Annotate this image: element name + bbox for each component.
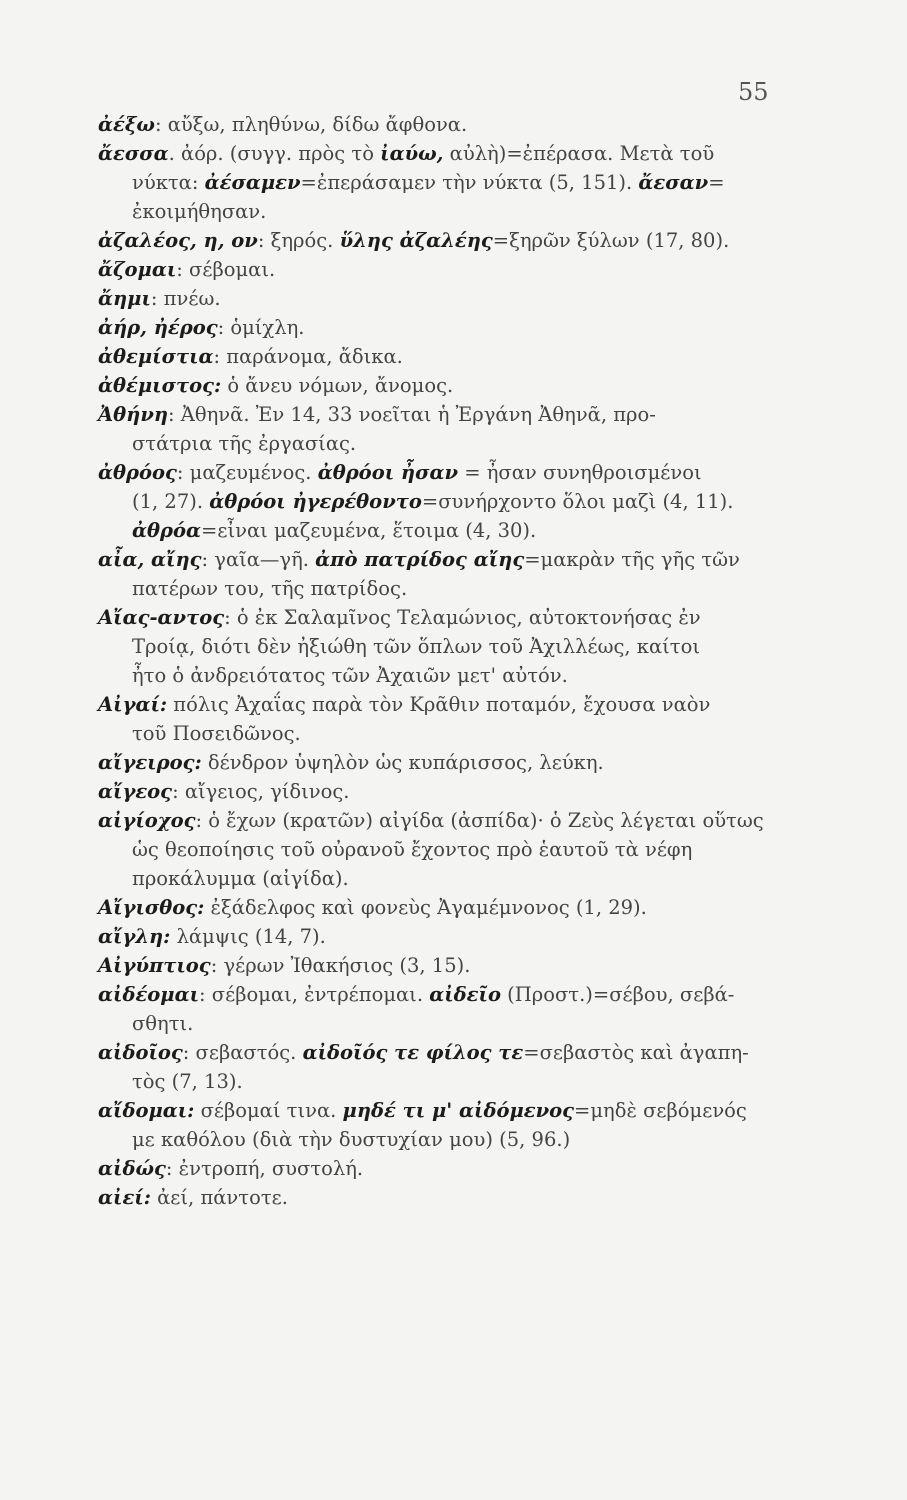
headword: ἄεσαν — [638, 171, 709, 194]
dictionary-entry — [98, 458, 798, 545]
headword: ἀθρόος — [98, 461, 177, 484]
entry-line — [98, 1154, 798, 1183]
entry-line — [98, 1183, 798, 1212]
definition-text: πόλις Ἀχαΐας παρὰ τὸν Κρᾶθιν ποταμόν, ἔχουσα ναὸν — [167, 693, 711, 716]
headword: αἴγειρος: — [98, 751, 202, 774]
dictionary-entries — [98, 110, 798, 1212]
dictionary-entry — [98, 400, 798, 458]
entry-line — [98, 1009, 798, 1038]
entry-line — [98, 661, 798, 690]
headword: αἴγλη: — [98, 925, 171, 948]
headword: αἰδεῖο — [429, 983, 501, 1006]
entry-line — [98, 284, 798, 313]
entry-line — [98, 516, 798, 545]
entry-line — [98, 690, 798, 719]
dictionary-entry — [98, 1154, 798, 1183]
definition-text: με καθόλου (διὰ τὴν δυστυχίαν μου) (5, 96.) — [132, 1128, 571, 1151]
definition-text: : ὁ ἐκ Σαλαμῖνος Τελαμώνιος, αὐτοκτονήσας ἐν — [224, 606, 701, 629]
definition-text: : ἐντροπή, συστολή. — [165, 1157, 364, 1180]
definition-text: ἦτο ὁ ἀνδρειότατος τῶν Ἀχαιῶν μετ' αὐτόν. — [132, 664, 568, 687]
dictionary-entry — [98, 110, 798, 139]
definition-text: πατέρων του, τῆς πατρίδος. — [132, 577, 408, 600]
headword: ἰαύω, — [380, 142, 444, 165]
dictionary-entry — [98, 139, 798, 226]
definition-text: τὸς (7, 13). — [132, 1070, 243, 1093]
entry-line — [98, 777, 798, 806]
definition-text: (Προστ.)=σέβου, σεβά- — [500, 983, 735, 1006]
headword: αἰδοῖός τε φίλος τε — [302, 1041, 524, 1064]
entry-line — [98, 980, 798, 1009]
definition-text: ἐξάδελφος καὶ φονεὺς Ἀγαμέμνονος (1, 29). — [204, 896, 647, 919]
headword: ἀέσαμεν — [204, 171, 301, 194]
definition-text: τοῦ Ποσειδῶνος. — [132, 722, 301, 745]
definition-text: σθητι. — [132, 1012, 194, 1035]
entry-line — [98, 400, 798, 429]
headword: αἰδέομαι — [98, 983, 200, 1006]
definition-text: : αἴγειος, γίδινος. — [172, 780, 350, 803]
dictionary-entry — [98, 777, 798, 806]
definition-text: =ξηρῶν ξύλων (17, 80). — [492, 229, 730, 252]
entry-line — [98, 545, 798, 574]
entry-line — [98, 313, 798, 342]
entry-line — [98, 255, 798, 284]
headword: Αἴγισθος: — [98, 896, 205, 919]
definition-text: =εἶναι μαζευμένα, ἕτοιμα (4, 30). — [201, 519, 537, 542]
entry-line — [98, 603, 798, 632]
definition-text: : σέβομαι, ἐντρέπομαι. — [199, 983, 430, 1006]
definition-text: : ὁμίχλη. — [217, 316, 305, 339]
entry-line — [98, 342, 798, 371]
definition-text: : ξηρός. — [257, 229, 340, 252]
definition-text: δένδρον ὑψηλὸν ὡς κυπάρισσος, λεύκη. — [201, 751, 604, 774]
headword: Ἀθήνη — [98, 403, 169, 426]
entry-line — [98, 226, 798, 255]
dictionary-entry — [98, 313, 798, 342]
definition-text: : γαῖα—γῆ. — [201, 548, 316, 571]
headword: ἄεσσα — [98, 142, 169, 165]
definition-text: : Ἀθηνᾶ. Ἐν 14, 33 νοεῖται ἡ Ἐργάνη Ἀθηνᾶ, προ- — [168, 403, 656, 426]
headword: ἀέξω — [98, 113, 155, 136]
entry-line — [98, 371, 798, 400]
dictionary-entry — [98, 284, 798, 313]
definition-text: . ἀόρ. (συγγ. πρὸς τὸ — [168, 142, 381, 165]
dictionary-entry — [98, 371, 798, 400]
dictionary-entry — [98, 342, 798, 371]
dictionary-entry — [98, 545, 798, 603]
definition-text: λάμψις (14, 7). — [170, 925, 326, 948]
headword: ἀθρόοι ἦσαν — [317, 461, 459, 484]
definition-text: ὁ ἄνευ νόμων, ἄνομος. — [221, 374, 454, 397]
dictionary-entry — [98, 255, 798, 284]
headword: Αἰγαί: — [98, 693, 168, 716]
headword: ἀζαλέος, η, ον — [98, 229, 258, 252]
headword: ἀθρόοι ἠγερέθοντο — [209, 490, 422, 513]
entry-line — [98, 835, 798, 864]
entry-line — [98, 139, 798, 168]
definition-text: : ὁ ἔχων (κρατῶν) αἰγίδα (ἀσπίδα)· ὁ Ζεὺς λέγεται οὕτως — [195, 809, 764, 832]
headword: αἴγεος — [98, 780, 173, 803]
headword: ἀήρ, ἠέρος — [98, 316, 218, 339]
definition-text: : μαζευμένος. — [176, 461, 318, 484]
definition-text: ἀεί, πάντοτε. — [150, 1186, 288, 1209]
entry-line — [98, 574, 798, 603]
definition-text: αὐλὴ)=ἐπέρασα. Μετὰ τοῦ — [443, 142, 715, 165]
entry-line — [98, 110, 798, 139]
entry-line — [98, 1038, 798, 1067]
entry-line — [98, 429, 798, 458]
headword: αἰδώς — [98, 1157, 166, 1180]
dictionary-entry — [98, 1183, 798, 1212]
definition-text: : σεβαστός. — [182, 1041, 303, 1064]
dictionary-entry — [98, 1096, 798, 1154]
entry-line — [98, 1125, 798, 1154]
definition-text: =συνήρχοντο ὅλοι μαζὶ (4, 11). — [421, 490, 734, 513]
entry-line — [98, 951, 798, 980]
page-number: 55 — [738, 78, 769, 106]
definition-text: Τροίᾳ, διότι δὲν ἠξιώθη τῶν ὅπλων τοῦ Ἀχιλλέως, καίτοι — [132, 635, 700, 658]
dictionary-entry — [98, 922, 798, 951]
dictionary-entry — [98, 806, 798, 893]
entry-line — [98, 1067, 798, 1096]
dictionary-entry — [98, 603, 798, 690]
definition-text: =σεβαστὸς καὶ ἀγαπη- — [523, 1041, 749, 1064]
definition-text: : αὔξω, πληθύνω, δίδω ἄφθονα. — [154, 113, 468, 136]
definition-text: ἐκοιμήθησαν. — [132, 200, 267, 223]
definition-text: : γέρων Ἰθακήσιος (3, 15). — [210, 954, 471, 977]
entry-line — [98, 168, 798, 197]
entry-line — [98, 893, 798, 922]
definition-text: : παράνομα, ἄδικα. — [213, 345, 403, 368]
dictionary-entry — [98, 951, 798, 980]
definition-text: στάτρια τῆς ἐργασίας. — [132, 432, 357, 455]
dictionary-entry — [98, 980, 798, 1038]
entry-line — [98, 632, 798, 661]
definition-text: =μακρὰν τῆς γῆς τῶν — [524, 548, 740, 571]
definition-text: =μηδὲ σεβόμενός — [574, 1099, 747, 1122]
entry-line — [98, 719, 798, 748]
headword: αἰεί: — [98, 1186, 151, 1209]
definition-text: προκάλυμμα (αἰγίδα). — [132, 867, 349, 890]
definition-text: : σέβομαι. — [176, 258, 276, 281]
headword: ἀθέμιστος: — [98, 374, 222, 397]
dictionary-entry — [98, 690, 798, 748]
dictionary-entry — [98, 748, 798, 777]
definition-text: νύκτα: — [132, 171, 205, 194]
entry-line — [98, 1096, 798, 1125]
headword: ἀπὸ πατρίδος αἴης — [315, 548, 525, 571]
definition-text: (1, 27). — [132, 490, 210, 513]
headword: ἄημι — [98, 287, 151, 310]
entry-line — [98, 806, 798, 835]
headword: αἶα, αἴης — [98, 548, 202, 571]
entry-line — [98, 864, 798, 893]
definition-text: ὡς θεοποίησις τοῦ οὐρανοῦ ἔχοντος πρὸ ἑαυτοῦ τὰ νέφη — [132, 838, 693, 861]
definition-text: =ἐπεράσαμεν τὴν νύκτα (5, 151). — [300, 171, 639, 194]
entry-line — [98, 487, 798, 516]
definition-text: = ἦσαν συνηθροισμένοι — [458, 461, 702, 484]
headword: μηδέ τι μ' αἰδόμενος — [342, 1099, 575, 1122]
headword: ἀθεμίστια — [98, 345, 214, 368]
headword: αἴδομαι: — [98, 1099, 195, 1122]
entry-line — [98, 922, 798, 951]
headword: ἀθρόα — [132, 519, 201, 542]
dictionary-entry — [98, 1038, 798, 1096]
definition-text: σέβομαί τινα. — [194, 1099, 343, 1122]
headword: ὕλης ἀζαλέης — [339, 229, 493, 252]
headword: Αἰγύπτιος — [98, 954, 211, 977]
dictionary-entry — [98, 226, 798, 255]
headword: αἰγίοχος — [98, 809, 196, 832]
definition-text: : πνέω. — [150, 287, 221, 310]
definition-text: = — [708, 171, 725, 194]
headword: ἄζομαι — [98, 258, 177, 281]
entry-line — [98, 458, 798, 487]
headword: Αἴας-αντος — [98, 606, 225, 629]
headword: αἰδοῖος — [98, 1041, 183, 1064]
entry-line — [98, 748, 798, 777]
entry-line — [98, 197, 798, 226]
dictionary-entry — [98, 893, 798, 922]
